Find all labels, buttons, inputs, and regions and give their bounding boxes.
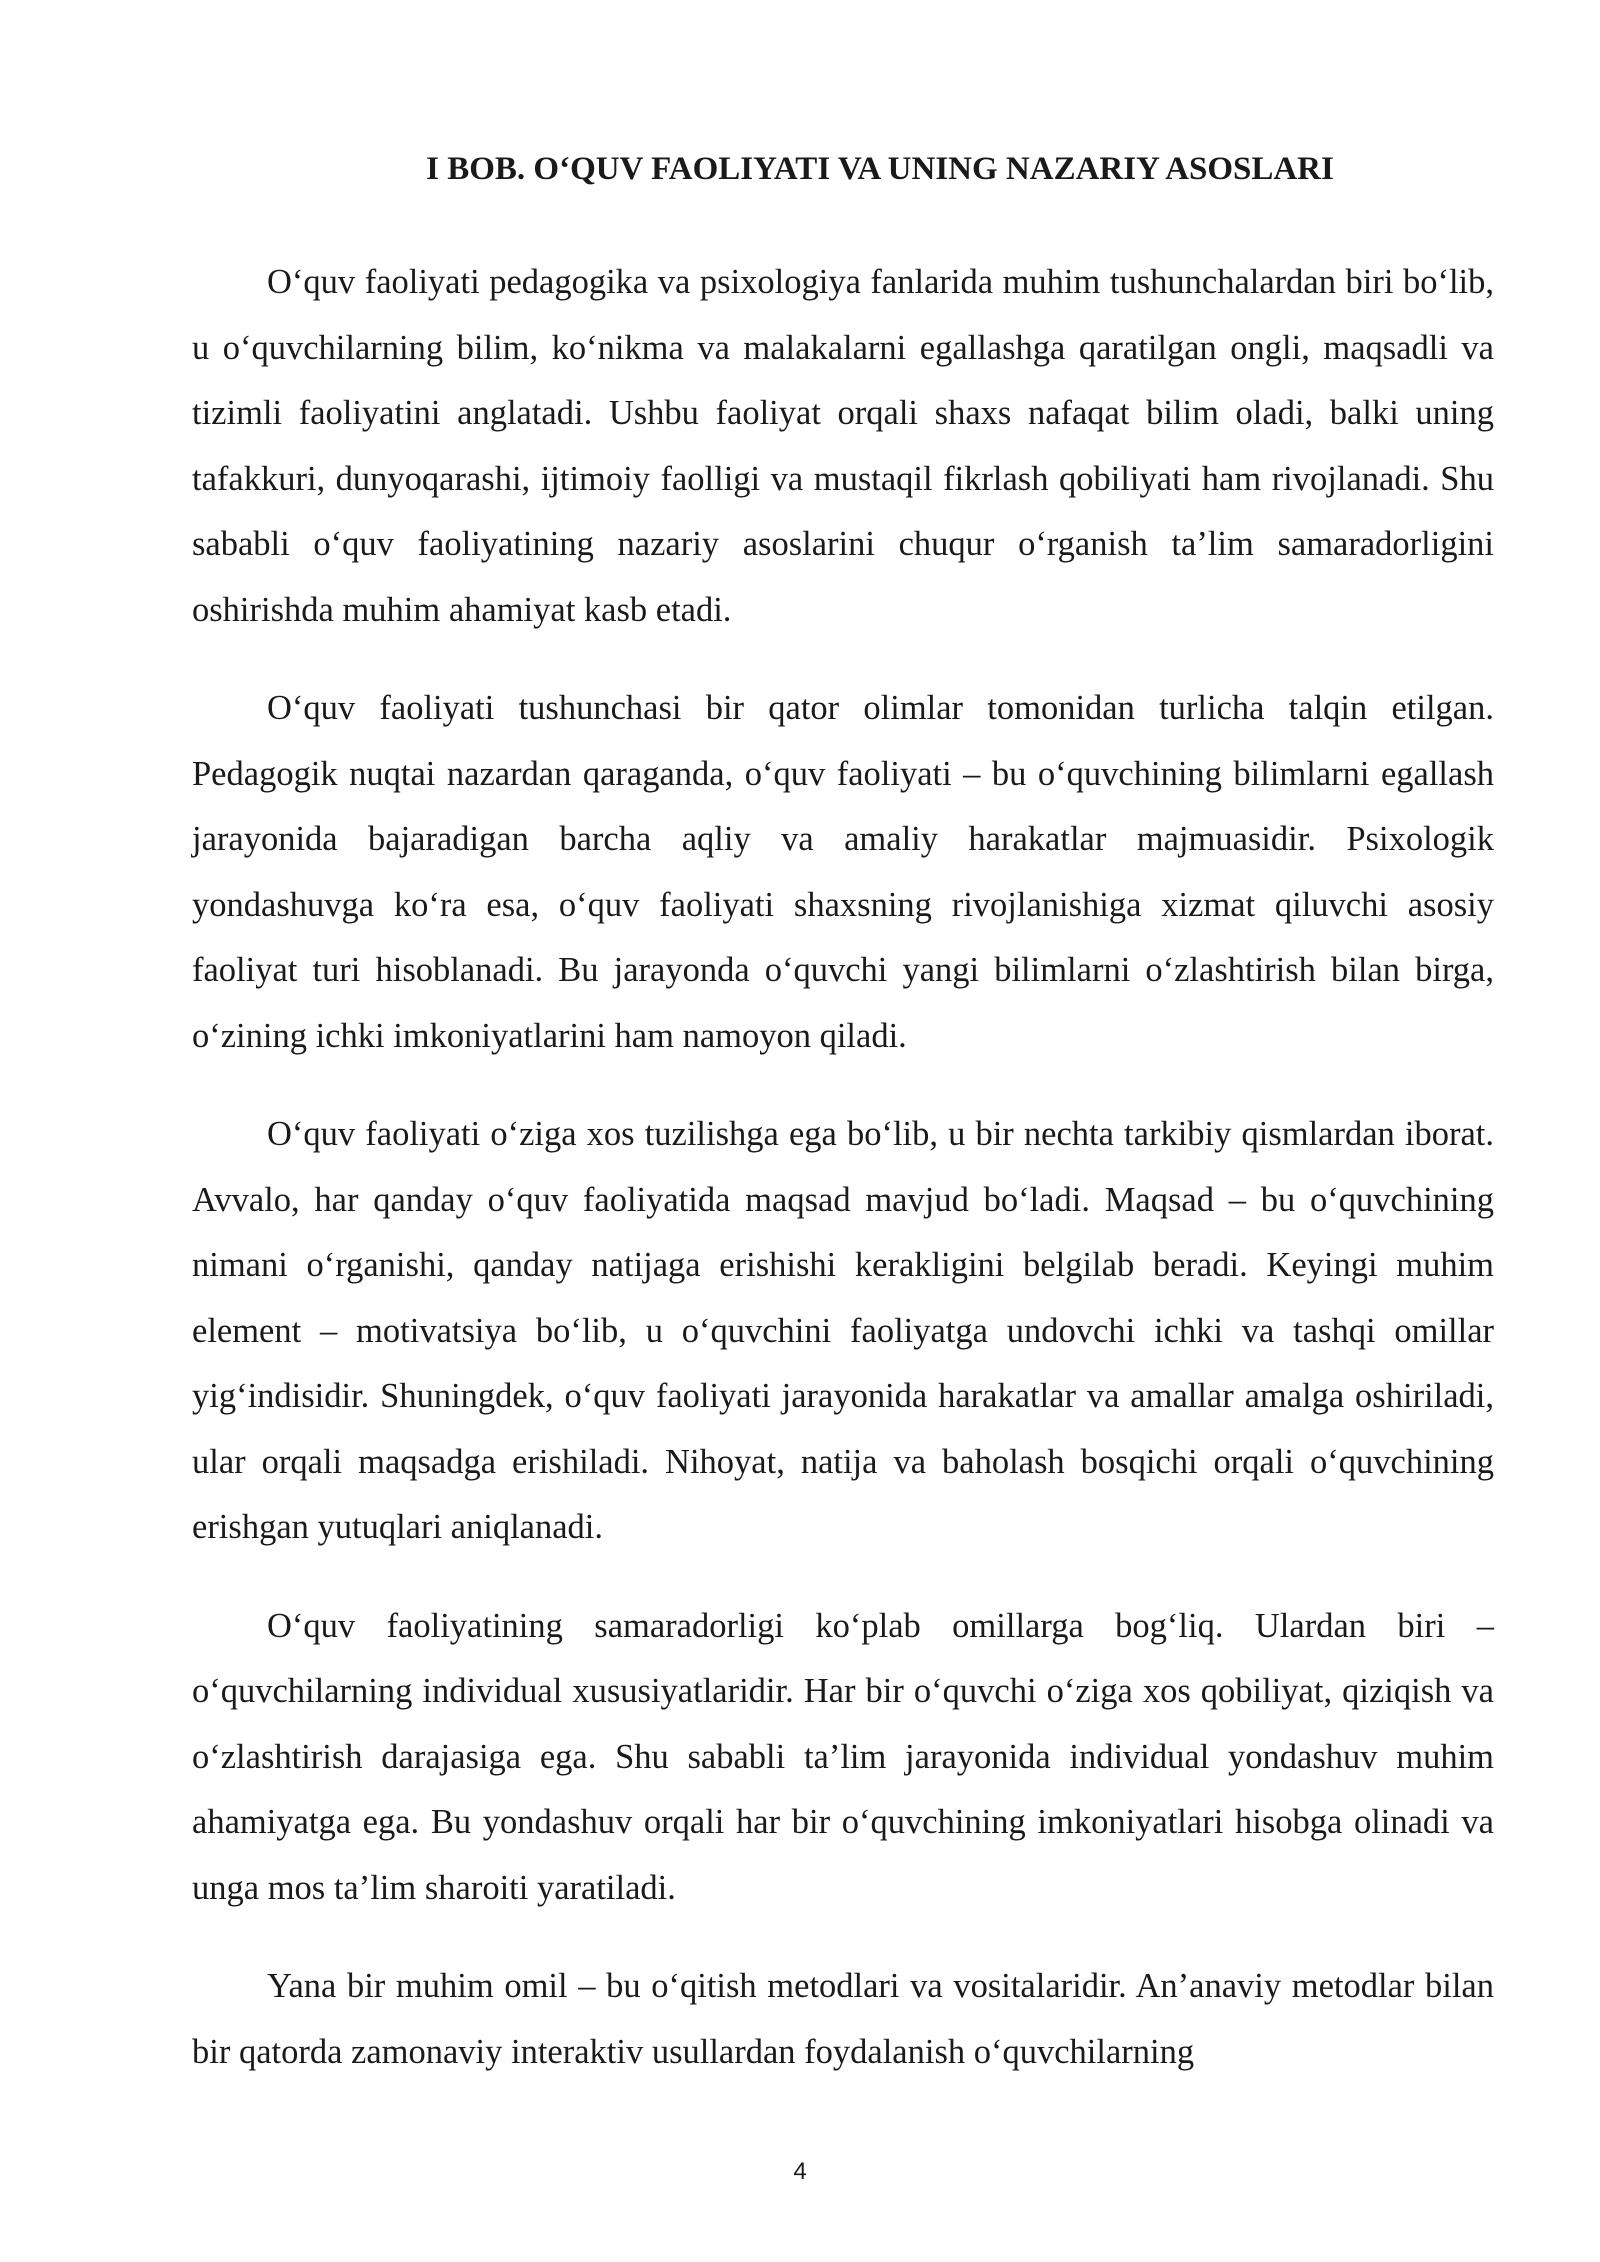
body-text xyxy=(192,250,1494,2118)
paragraph: O‘quv faoliyati o‘ziga xos tuzilishga ega bo‘lib, u bir nechta tarkibiy qismlardan iborat. Avvalo, har qanday o‘quv faoliyatida maqsad mavjud bo‘ladi. Maqsad – bu o‘quvchining nimani o‘rganishi, qanday natijaga erishishi kerakligini belgilab beradi. Keyingi muhim element – motivatsiya bo‘lib, u o‘quvchini faoliyatga undovchi ichki va tashqi omillar yig‘indisidir. Shuningdek, o‘quv faoliyati jarayonida harakatlar va amallar amalga oshiriladi, ular orqali maqsadga erishiladi. Nihoyat, natija va baholash bosqichi orqali o‘quvchining erishgan yutuqlari aniqlanadi. xyxy=(192,1115,1494,1546)
paragraph: O‘quv faoliyatining samaradorligi ko‘plab omillarga bog‘liq. Ulardan biri – o‘quvchilarning individual xususiyatlaridir. Har bir o‘quvchi o‘ziga xos qobiliyat, qiziqish va o‘zlashtirish darajasiga ega. Shu sababli ta’lim jarayonida individual yondashuv muhim ahamiyatga ega. Bu yondashuv orqali har bir o‘quvchining imkoniyatlari hisobga olinadi va unga mos ta’lim sharoiti yaratiladi. xyxy=(192,1606,1494,1907)
paragraph: O‘quv faoliyati tushunchasi bir qator olimlar tomonidan turlicha talqin etilgan. Pedagogik nuqtai nazardan qaraganda, o‘quv faoliyati – bu o‘quvchining bilimlarni egallash jarayonida bajaradigan barcha aqliy va amaliy harakatlar majmuasidir. Psixologik yondashuvga ko‘ra esa, o‘quv faoliyati shaxsning rivojlanishiga xizmat qiluvchi asosiy faoliyat turi hisoblanadi. Bu jarayonda o‘quvchi yangi bilimlarni o‘zlashtirish bilan birga, o‘zining ichki imkoniyatlarini ham namoyon qiladi. xyxy=(192,689,1494,1055)
paragraph: O‘quv faoliyati pedagogika va psixologiya fanlarida muhim tushunchalardan biri bo‘lib, u o‘quvchilarning bilim, ko‘nikma va malakalarni egallashga qaratilgan ongli, maqsadli va tizimli faoliyatini anglatadi. Ushbu faoliyat orqali shaxs nafaqat bilim oladi, balki uning tafakkuri, dunyoqarashi, ijtimoiy faolligi va mustaqil fikrlash qobiliyati ham rivojlanadi. Shu sababli o‘quv faoliyatining nazariy asoslarini chuqur o‘rganish ta’lim samaradorligini oshirishda muhim ahamiyat kasb etadi. xyxy=(192,263,1494,629)
chapter-title: I BOB. O‘QUV FAOLIYATI VA UNING NAZARIY ASOSLARI xyxy=(426,151,1334,187)
page-number: 4 xyxy=(793,2158,807,2185)
paragraph: Yana bir muhim omil – bu o‘qitish metodlari va vositalaridir. An’anaviy metodlar bilan bir qatorda zamonaviy interaktiv usullardan foydalanish o‘quvchilarning xyxy=(192,1967,1494,2071)
